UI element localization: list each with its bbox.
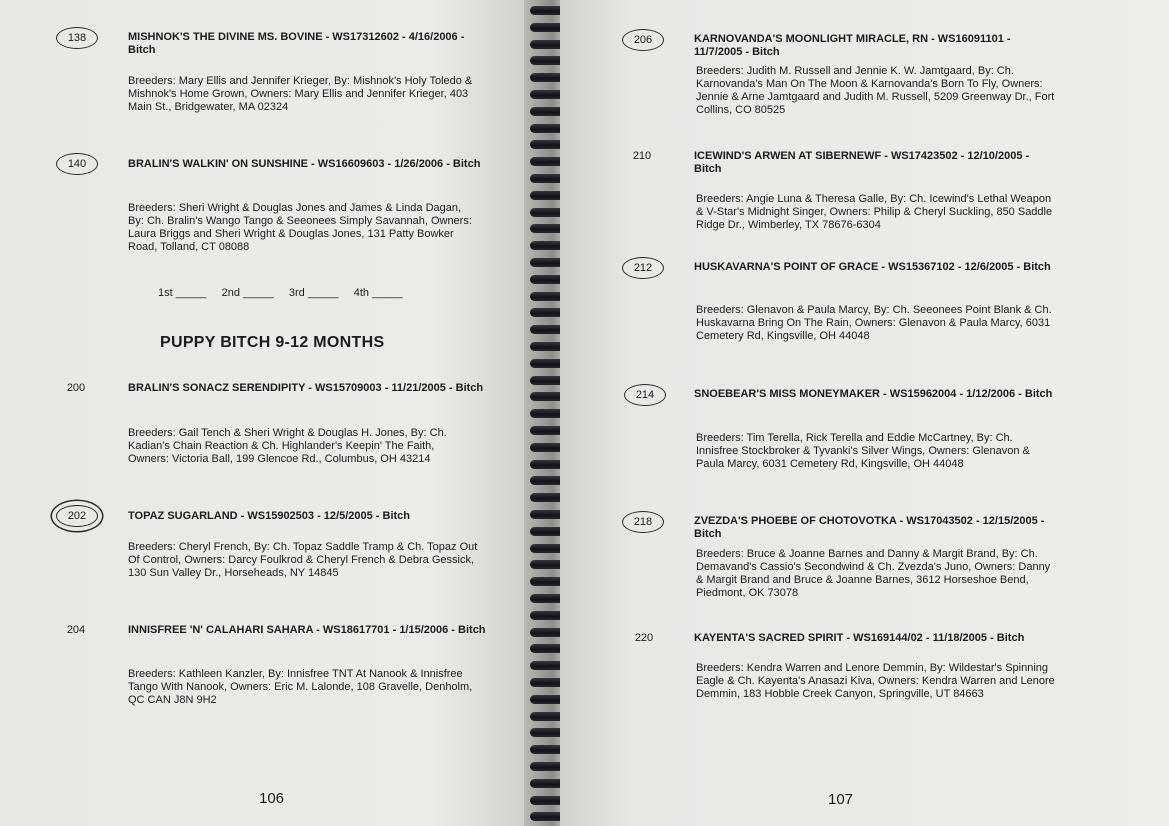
entry-title: ICEWIND'S ARWEN AT SIBERNEWF - WS17423502 - 12/10/2005 - Bitch xyxy=(694,150,1030,175)
entry-details: Breeders: Kendra Warren and Lenore Demmin, By: Wildestar's Spinning Eagle & Ch. Kayenta's Anasazi Kiva, Owners: Kendra Warren and Lenore Demmin, 183 Hobble Creek Canyon, Springville, UT 84663 xyxy=(696,662,1055,700)
circled-entry-number: 202 xyxy=(56,505,98,527)
entry-title: BRALIN'S SONACZ SERENDIPITY - WS15709003 - 11/21/2005 - Bitch xyxy=(128,382,484,394)
right-page xyxy=(560,0,1169,826)
entry-details: Breeders: Gail Tench & Sheri Wright & Douglas H. Jones, By: Ch. Kadian's Chain Reaction & Ch. Highlander's Keepin' The Faith, Owners: Victoria Ball, 199 Glencoe Rd., Columbus, OH 43214 xyxy=(128,427,447,465)
circled-entry-number: 140 xyxy=(56,153,98,175)
entry-details: Breeders: Bruce & Joanne Barnes and Danny & Margit Brand, By: Ch. Demavand's Cassio's Secondwind & Ch. Zvezda's Juno, Owners: Danny & Margit Brand and Bruce & Joanne Barnes, 3612 Horseshoe Bend, Piedmont, OK 73078 xyxy=(696,548,1051,599)
page-number: 106 xyxy=(259,790,285,807)
circled-entry-number: 214 xyxy=(624,384,666,406)
page-number: 107 xyxy=(828,791,854,808)
entry-number: 220 xyxy=(634,632,654,644)
entry-title: HUSKAVARNA'S POINT OF GRACE - WS15367102 - 12/6/2005 - Bitch xyxy=(694,261,1051,273)
entry-details: Breeders: Sheri Wright & Douglas Jones and James & Linda Dagan, By: Ch. Bralin's Wango Tango & Seeonees Simply Savannah, Owners: Laura Briggs and Sheri Wright & Douglas Jones, 131 Patty Bowker Road, Tolland, CT 08088 xyxy=(128,202,472,253)
entry-title: SNOEBEAR'S MISS MONEYMAKER - WS15962004 - 1/12/2006 - Bitch xyxy=(694,388,1053,400)
entry-details: Breeders: Glenavon & Paula Marcy, By: Ch. Seeonees Point Blank & Ch. Huskavarna Bring On The Rain, Owners: Glenavon & Paula Marcy, 6031 Cemetery Rd, Kingsville, OH 44048 xyxy=(696,304,1052,342)
entry-number: 200 xyxy=(66,382,86,394)
entry-title: BRALIN'S WALKIN' ON SUNSHINE - WS16609603 - 1/26/2006 - Bitch xyxy=(128,158,481,170)
entry-title: TOPAZ SUGARLAND - WS15902503 - 12/5/2005 - Bitch xyxy=(128,510,411,522)
entry-title: INNISFREE 'N' CALAHARI SAHARA - WS18617701 - 1/15/2006 - Bitch xyxy=(128,624,486,636)
entry-title: MISHNOK'S THE DIVINE MS. BOVINE - WS17312602 - 4/16/2006 - Bitch xyxy=(128,31,465,56)
entry-number: 210 xyxy=(632,150,652,162)
circled-entry-number: 218 xyxy=(622,511,664,533)
entry-details: Breeders: Mary Ellis and Jennifer Krieger, By: Mishnok's Holy Toledo & Mishnok's Home Grown, Owners: Mary Ellis and Jennifer Krieger, 403 Main St., Bridgewater, MA 02324 xyxy=(128,75,473,113)
entry-details: Breeders: Judith M. Russell and Jennie K. W. Jamtgaard, By: Ch. Karnovanda's Man On The Moon & Karnovanda's Born To Fly, Owners: Jennie & Arne Jamtgaard and Judith M. Russell, 5209 Greenway Dr., Fort Collins, CO 80525 xyxy=(696,65,1055,116)
left-page xyxy=(0,0,540,826)
entry-title: ZVEZDA'S PHOEBE OF CHOTOVOTKA - WS17043502 - 12/15/2005 - Bitch xyxy=(694,515,1045,540)
circled-entry-number: 206 xyxy=(622,29,664,51)
entry-number: 204 xyxy=(66,624,86,636)
entry-details: Breeders: Tim Terella, Rick Terella and Eddie McCartney, By: Ch. Innisfree Stockbroker & Tyvanki's Silver Wings, Owners: Glenavon & Paula Marcy, 6031 Cemetery Rd, Kingsville, OH 44048 xyxy=(696,432,1030,470)
placement-blanks: 1st _____ 2nd _____ 3rd _____ 4th _____ xyxy=(158,287,403,299)
entry-details: Breeders: Angie Luna & Theresa Galle, By: Ch. Icewind's Lethal Weapon & V-Star's Midnight Singer, Owners: Philip & Cheryl Suckling, 850 Saddle Ridge Dr., Wimberley, TX 78676-6304 xyxy=(696,193,1053,231)
entry-details: Breeders: Kathleen Kanzler, By: Innisfree TNT At Nanook & Innisfree Tango With Nanook, Owners: Eric M. Lalonde, 108 Gravelle, Denholm, QC CAN J8N 9H2 xyxy=(128,668,473,706)
entry-title: KARNOVANDA'S MOONLIGHT MIRACLE, RN - WS16091101 - 11/7/2005 - Bitch xyxy=(694,33,1011,58)
entry-details: Breeders: Cheryl French, By: Ch. Topaz Saddle Tramp & Ch. Topaz Out Of Control, Owners: Darcy Foulkrod & Cheryl French & Debra Gessick, 130 Sun Valley Dr., Horseheads, NY 14845 xyxy=(128,541,478,579)
entry-title: KAYENTA'S SACRED SPIRIT - WS169144/02 - 11/18/2005 - Bitch xyxy=(694,632,1025,644)
circled-entry-number: 212 xyxy=(622,257,664,279)
class-heading: PUPPY BITCH 9-12 MONTHS xyxy=(160,334,385,351)
circled-entry-number: 138 xyxy=(56,27,98,49)
